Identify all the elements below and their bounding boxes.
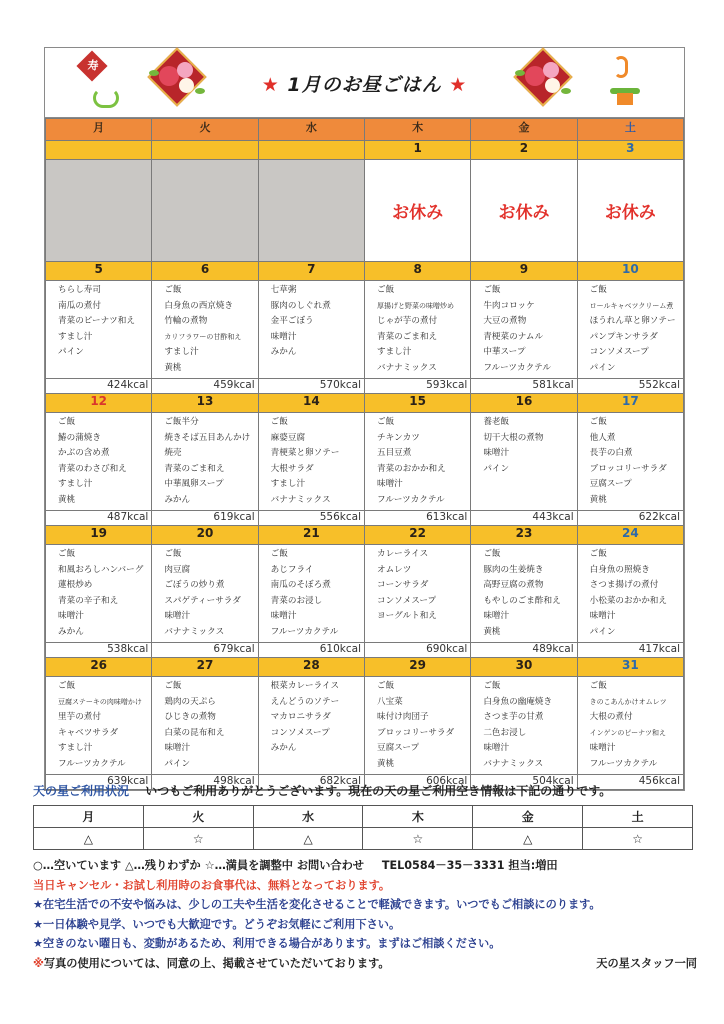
menu-item: 根菜カレーライス (270, 681, 340, 691)
date-cell: 23 (471, 526, 577, 545)
menu-item: 肉豆腐 (164, 564, 191, 575)
menu-item: 青菜のお浸し (270, 595, 323, 606)
holiday-label: お休み (577, 160, 683, 262)
menu-item: ご飯 (589, 285, 607, 295)
menu-item: みかん (164, 494, 191, 505)
menu-cell (258, 413, 364, 511)
menu-item: 大根の煮付 (589, 712, 633, 723)
date-row (46, 394, 684, 413)
menu-cell (364, 281, 470, 379)
contact-phone: TEL0584－35－3331 担当:増田 (381, 859, 558, 872)
menu-item: 白身魚の西京焼き (164, 300, 234, 311)
kcal-value: 581kcal (471, 379, 577, 394)
kcal-value: 613kcal (364, 511, 470, 526)
reference-mark: ※ (33, 956, 44, 970)
menu-cell (46, 545, 152, 643)
menu-cell (577, 677, 683, 775)
notes-section (33, 856, 697, 973)
photo-notice-line (33, 954, 697, 974)
title-text: 1月のお昼ごはん (287, 74, 442, 96)
menu-item: あじフライ (270, 564, 314, 575)
menu-item: 味噌汁 (58, 611, 84, 622)
date-cell: 10 (577, 262, 683, 281)
menu-item: ご飯 (164, 549, 182, 559)
kcal-value: 552kcal (577, 379, 683, 394)
menu-item: みかん (270, 743, 297, 754)
menu-cell (577, 545, 683, 643)
weekday-mon: 月 (46, 119, 152, 141)
date-cell: 24 (577, 526, 683, 545)
menu-item: 五目豆煮 (376, 448, 412, 459)
menu-row (46, 413, 684, 511)
avail-day: 金 (473, 806, 583, 828)
menu-item: ご飯 (483, 549, 501, 559)
menu-item: ご飯 (270, 549, 288, 559)
menu-item: パイン (164, 758, 191, 769)
date-row (46, 526, 684, 545)
date-row (46, 141, 684, 160)
menu-row (46, 677, 684, 775)
menu-cell (46, 413, 152, 511)
availability-table (33, 805, 693, 850)
availability-label: 天の星ご利用状況 (33, 784, 130, 798)
menu-item: ご飯 (376, 417, 395, 427)
kcal-value: 498kcal (152, 775, 258, 790)
date-cell: 2 (471, 141, 577, 160)
date-cell (152, 141, 258, 160)
menu-item: 金平ごぼう (270, 316, 314, 327)
menu-item: 青梗菜のナムル (483, 331, 544, 342)
menu-item: ご飯半分 (164, 417, 199, 427)
menu-item: きのこあんかけオムレツ (589, 697, 667, 706)
photo-notice: 写真の使用については、同意の上、掲載させていただいております。 (43, 956, 390, 970)
kcal-value: 489kcal (471, 643, 577, 658)
menu-item: ブロッコリーサラダ (376, 727, 455, 738)
kcal-value: 556kcal (258, 511, 364, 526)
menu-cell (46, 677, 152, 775)
menu-item: 味噌汁 (483, 611, 510, 622)
menu-cell (471, 545, 577, 643)
menu-item: ご飯 (164, 285, 182, 295)
title-banner (45, 48, 684, 118)
avail-mark: ☆ (363, 828, 473, 850)
avail-mark: △ (253, 828, 363, 850)
menu-cell (471, 677, 577, 775)
weekday-tue: 火 (152, 119, 258, 141)
menu-item: 黄桃 (483, 626, 501, 637)
date-cell: 3 (577, 141, 683, 160)
menu-item: みかん (58, 626, 84, 637)
menu-cell (364, 545, 470, 643)
avail-mark: ☆ (143, 828, 253, 850)
weekday-thu: 木 (364, 119, 470, 141)
menu-cell (258, 281, 364, 379)
menu-item: ちらし寿司 (58, 285, 101, 295)
date-cell: 22 (364, 526, 470, 545)
date-cell: 13 (152, 394, 258, 413)
menu-cell (364, 677, 470, 775)
menu-item: すまし汁 (58, 331, 93, 342)
weekday-header-row (46, 119, 684, 141)
menu-item: パイン (483, 463, 510, 474)
menu-cell (258, 677, 364, 775)
menu-item: 豚肉の生姜焼き (483, 564, 544, 575)
menu-item: パイン (589, 626, 616, 637)
date-cell: 19 (46, 526, 152, 545)
menu-item: 小松菜のおかか和え (589, 595, 667, 606)
menu-item: 里芋の煮付 (58, 712, 101, 723)
plum-flower-icon (509, 58, 579, 106)
menu-item: パイン (58, 347, 84, 358)
menu-item: ご飯 (376, 681, 395, 691)
kcal-value: 610kcal (258, 643, 364, 658)
note-bullet: ★空きのない曜日も、変動があるため、利用できる場合があります。まずはご相談ください。 (33, 937, 501, 950)
note-bullet: ★一日体験や見学、いつでも大歓迎です。どうぞお気軽にご利用下さい。 (33, 917, 401, 931)
date-cell: 8 (364, 262, 470, 281)
menu-item: チキンカツ (376, 432, 420, 443)
menu-item: 青菜の辛子和え (58, 595, 119, 606)
date-cell: 29 (364, 658, 470, 677)
kcal-value: 424kcal (46, 379, 152, 394)
menu-item: 麻婆豆腐 (270, 432, 306, 443)
kcal-value: 690kcal (364, 643, 470, 658)
menu-item: 味付け肉団子 (376, 712, 429, 723)
lunch-menu-calendar (44, 47, 685, 791)
note-bullet: ★在宅生活での不安や悩みは、少しの工夫や生活を変化させることで軽減できます。いつでもご相談にのります。 (33, 898, 601, 911)
holiday-label: お休み (471, 160, 577, 262)
menu-item: 七草粥 (270, 285, 297, 295)
menu-item: バナナミックス (164, 626, 225, 637)
avail-day: 土 (583, 806, 693, 828)
menu-item: 八宝菜 (376, 696, 403, 707)
menu-item: すまし汁 (376, 347, 412, 358)
date-cell: 14 (258, 394, 364, 413)
menu-cell (152, 677, 258, 775)
date-cell: 27 (152, 658, 258, 677)
kcal-value: 619kcal (152, 511, 258, 526)
menu-item: 白菜の昆布和え (164, 727, 225, 738)
menu-item: ロールキャベツクリーム煮 (589, 301, 674, 310)
menu-item: ご飯 (58, 681, 76, 691)
menu-item: ご飯 (589, 681, 607, 691)
menu-item: 白身魚の幽庵焼き (483, 696, 553, 707)
kcal-value: 504kcal (471, 775, 577, 790)
menu-item: フルーツカクテル (483, 362, 551, 373)
menu-cell (471, 281, 577, 379)
date-cell: 1 (364, 141, 470, 160)
menu-item: スパゲティーサラダ (164, 595, 241, 606)
menu-item: 味噌汁 (270, 331, 297, 342)
menu-item: えんどうのソテー (270, 696, 340, 707)
kcal-value: 622kcal (577, 511, 683, 526)
menu-item: 味噌汁 (270, 611, 297, 622)
kcal-value: 570kcal (258, 379, 364, 394)
menu-item: 厚揚げと野菜の味噌炒め (376, 301, 454, 310)
menu-item: 青菜のごま和え (376, 331, 438, 342)
menu-item: ほうれん草と卵ソテー (589, 316, 676, 327)
menu-cell (152, 413, 258, 511)
menu-item: 味噌汁 (589, 743, 616, 754)
menu-cell (364, 413, 470, 511)
legend-line (33, 856, 697, 876)
availability-section (33, 782, 693, 850)
kcal-row (46, 643, 684, 658)
menu-item: さつま揚げの煮付 (589, 580, 659, 591)
menu-item: パンプキンサラダ (589, 331, 658, 342)
date-cell: 31 (577, 658, 683, 677)
menu-item: 味噌汁 (483, 743, 510, 754)
kcal-value: 606kcal (364, 775, 470, 790)
menu-item: 和風おろしハンバーグ (58, 564, 144, 575)
menu-item: フルーツカクテル (270, 626, 339, 637)
menu-item: ご飯 (589, 549, 607, 559)
menu-item: すまし汁 (270, 479, 306, 490)
weekday-wed: 水 (258, 119, 364, 141)
menu-item: インゲンのピーナツ和え (589, 728, 667, 737)
menu-item: ご飯 (164, 681, 182, 691)
menu-item: みかん (270, 347, 297, 358)
menu-item: 養老飯 (483, 417, 510, 427)
menu-item: 味噌汁 (589, 611, 616, 622)
menu-item: 豆腐ステーキの肉味噌かけ (58, 697, 142, 706)
menu-item: 黄桃 (376, 758, 395, 769)
menu-item: ご飯 (589, 417, 607, 427)
menu-item: ご飯 (376, 285, 395, 295)
menu-item: 黄桃 (164, 362, 182, 373)
empty-cell (152, 160, 258, 262)
menu-item: 味噌汁 (164, 743, 191, 754)
kcal-row (46, 379, 684, 394)
date-cell: 15 (364, 394, 470, 413)
menu-item: 青菜のごま和え (164, 463, 225, 474)
menu-weeks (46, 262, 684, 790)
date-cell: 7 (258, 262, 364, 281)
menu-item: ご飯 (58, 549, 76, 559)
menu-item: 豆腐スープ (589, 479, 632, 490)
menu-cell (258, 545, 364, 643)
kcal-value: 639kcal (46, 775, 152, 790)
menu-item: カレーライス (376, 549, 429, 559)
date-cell (258, 141, 364, 160)
menu-item: 大豆の煮物 (483, 316, 527, 327)
availability-days-row (34, 806, 693, 828)
menu-item: 青菜のピーナツ和え (58, 316, 135, 327)
menu-item: 竹輪の煮物 (164, 316, 208, 327)
menu-cell (577, 281, 683, 379)
menu-item: ひじきの煮物 (164, 712, 216, 723)
date-cell: 21 (258, 526, 364, 545)
legend-text: ○…空いています △…残りわずか ☆…満員を調整中 お問い合わせ (33, 859, 364, 872)
cancel-notice: 当日キャンセル・お試し利用時のお食事代は、無料となっております。 (33, 878, 391, 892)
availability-marks-row (34, 828, 693, 850)
weekday-fri: 金 (471, 119, 577, 141)
menu-item: フルーツカクテル (58, 758, 126, 769)
menu-item: 南瓜のそぼろ煮 (270, 580, 331, 591)
menu-item: 青菜のわさび和え (58, 463, 127, 474)
menu-item: 豚肉のしぐれ煮 (270, 300, 331, 311)
menu-item: ご飯 (58, 417, 76, 427)
empty-cell (46, 160, 152, 262)
star-icon: ★ (261, 74, 280, 96)
date-cell: 6 (152, 262, 258, 281)
menu-item: キャベツサラダ (58, 727, 119, 738)
menu-item: 南瓜の煮付 (58, 300, 101, 311)
menu-item: フルーツカクテル (589, 758, 658, 769)
kcal-value: 456kcal (577, 775, 683, 790)
date-cell (46, 141, 152, 160)
menu-cell (577, 413, 683, 511)
date-cell: 5 (46, 262, 152, 281)
kcal-value: 538kcal (46, 643, 152, 658)
menu-item: 蓮根炒め (58, 580, 93, 591)
menu-item: 黄桃 (58, 494, 76, 505)
kcal-value: 443kcal (471, 511, 577, 526)
date-row (46, 262, 684, 281)
menu-item: オムレツ (376, 564, 412, 575)
menu-item: 青菜のおかか和え (376, 463, 446, 474)
availability-message: いつもご利用ありがとうございます。現在の天の星ご利用空き情報は下記の通りです。 (145, 784, 612, 798)
menu-item: 二色お浸し (483, 727, 527, 738)
menu-item: カリフラワーの甘酢和え (164, 332, 242, 341)
avail-day: 火 (143, 806, 253, 828)
menu-item: バナナミックス (483, 758, 544, 769)
menu-item: 牛肉コロッケ (483, 300, 535, 311)
kcal-value: 682kcal (258, 775, 364, 790)
avail-day: 水 (253, 806, 363, 828)
menu-item: 切干大根の煮物 (483, 432, 544, 443)
avail-day: 月 (34, 806, 144, 828)
menu-item: ヨーグルト和え (376, 611, 437, 622)
signature: 天の星スタッフ一同 (596, 956, 697, 970)
menu-item: バナナミックス (270, 494, 331, 505)
menu-item: すまし汁 (58, 479, 93, 490)
menu-item: 鰆の蒲焼き (58, 432, 101, 443)
date-cell: 20 (152, 526, 258, 545)
date-cell: 9 (471, 262, 577, 281)
menu-item: 大根サラダ (270, 463, 314, 474)
menu-item: 味噌汁 (376, 479, 403, 490)
kcal-value: 417kcal (577, 643, 683, 658)
menu-item: 中華風卵スープ (164, 479, 224, 490)
holiday-label: お休み (364, 160, 470, 262)
menu-item: 焼売 (164, 448, 182, 459)
date-cell: 30 (471, 658, 577, 677)
menu-row (46, 545, 684, 643)
kite-char: 寿 (87, 59, 99, 72)
date-cell: 28 (258, 658, 364, 677)
date-cell: 16 (471, 394, 577, 413)
avail-mark: △ (473, 828, 583, 850)
avail-mark: △ (34, 828, 144, 850)
empty-cell (258, 160, 364, 262)
calendar-table (45, 118, 684, 790)
menu-item: 焼きそば五目あんかけ (164, 432, 251, 443)
menu-item: すまし汁 (164, 347, 199, 358)
menu-cell (46, 281, 152, 379)
menu-cell (152, 545, 258, 643)
menu-row (46, 281, 684, 379)
menu-item: 白身魚の照焼き (589, 564, 650, 575)
menu-item: コンソメスープ (376, 595, 437, 606)
snake-icon (614, 56, 628, 78)
menu-item: コーンサラダ (376, 580, 429, 591)
date-row (46, 658, 684, 677)
star-icon: ★ (449, 74, 468, 96)
menu-item: 豆腐スープ (376, 743, 420, 754)
menu-item: 長芋の白煮 (589, 448, 633, 459)
menu-item: フルーツカクテル (376, 494, 445, 505)
menu-item: 青梗菜と卵ソテー (270, 448, 340, 459)
menu-item: ご飯 (483, 681, 501, 691)
menu-item: マカロニサラダ (270, 712, 331, 723)
menu-item: ごぼうの炒り煮 (164, 580, 225, 591)
menu-item: さつま芋の甘煮 (483, 712, 544, 723)
kcal-value: 679kcal (152, 643, 258, 658)
page-title (45, 70, 684, 97)
menu-cell (471, 413, 577, 511)
menu-item: ブロッコリーサラダ (589, 463, 667, 474)
menu-item: 黄桃 (589, 494, 607, 505)
kcal-value: 487kcal (46, 511, 152, 526)
menu-item: 高野豆腐の煮物 (483, 580, 544, 591)
menu-item: コンソメスープ (589, 347, 649, 358)
menu-item: すまし汁 (58, 743, 93, 754)
kagami-mochi-icon (610, 88, 640, 106)
menu-cell (152, 281, 258, 379)
avail-day: 木 (363, 806, 473, 828)
menu-item: 味噌汁 (483, 448, 510, 459)
menu-item: 鶏肉の天ぷら (164, 696, 216, 707)
menu-item: 中華スープ (483, 347, 526, 358)
menu-item: もやしのごま酢和え (483, 595, 561, 606)
menu-item: バナナミックス (376, 362, 437, 373)
menu-item: ご飯 (483, 285, 501, 295)
closed-row (46, 160, 684, 262)
kcal-value: 459kcal (152, 379, 258, 394)
menu-item: ご飯 (270, 417, 288, 427)
date-cell: 17 (577, 394, 683, 413)
menu-item: 味噌汁 (164, 611, 191, 622)
kcal-value: 593kcal (364, 379, 470, 394)
weekday-sat: 土 (577, 119, 683, 141)
date-cell: 12 (46, 394, 152, 413)
menu-item: じゃが芋の煮付 (376, 316, 438, 327)
menu-item: 他人煮 (589, 432, 616, 443)
menu-item: かぶの含め煮 (58, 448, 110, 459)
avail-mark: ☆ (583, 828, 693, 850)
menu-item: コンソメスープ (270, 727, 330, 738)
menu-item: パイン (589, 362, 616, 373)
kcal-row (46, 511, 684, 526)
date-cell: 26 (46, 658, 152, 677)
